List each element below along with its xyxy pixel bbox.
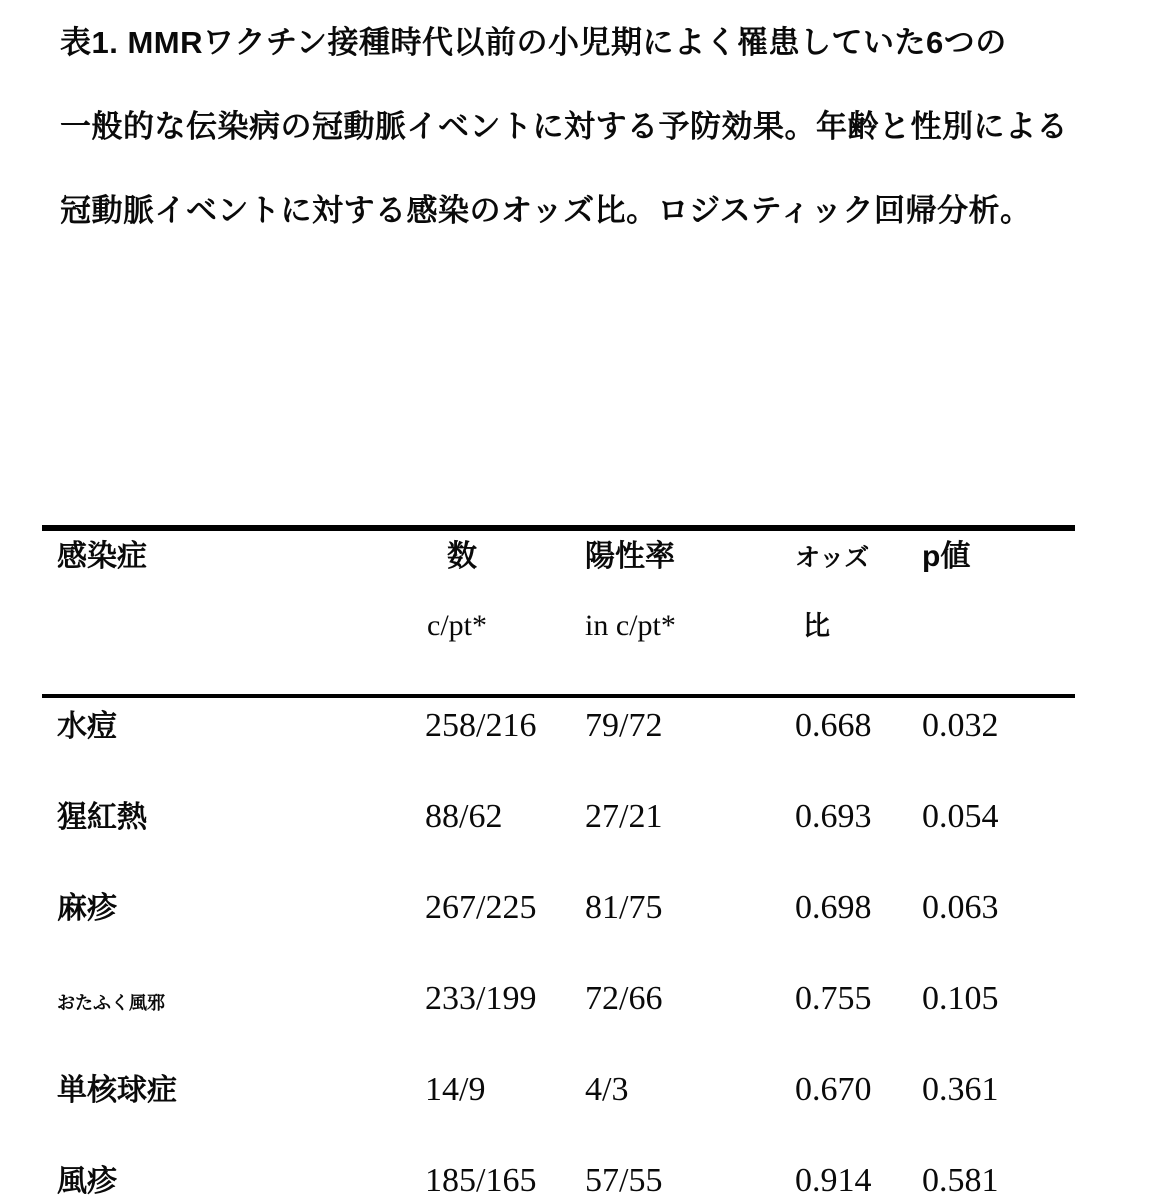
cell-count: 267/225 [425,889,537,926]
cell-odds-ratio: 0.668 [795,707,872,744]
header-disease: 感染症 [57,540,147,573]
cell-disease: 猩紅熱 [57,801,147,834]
cell-disease: 麻疹 [57,892,117,925]
header-odds: オッズ [795,544,870,572]
cell-odds-ratio: 0.755 [795,980,872,1017]
header-count-unit: c/pt* [427,608,487,642]
cell-p-value: 0.581 [922,1162,999,1199]
cell-odds-ratio: 0.914 [795,1162,872,1199]
table-body [42,698,1075,1200]
header-p-value: p値 [922,540,971,573]
cell-positive-rate: 72/66 [585,980,663,1017]
header-positive-rate-unit: in c/pt* [585,608,676,642]
table-row [42,1153,1075,1200]
caption-line-2: 一般的な伝染病の冠動脈イベントに対する予防効果。年齢と性別による [60,109,1068,144]
table-row [42,880,1075,971]
cell-count: 185/165 [425,1162,537,1199]
cell-p-value: 0.063 [922,889,999,926]
cell-disease: 水痘 [57,710,117,743]
table-caption [60,1,1110,253]
table-row [42,789,1075,880]
cell-positive-rate: 4/3 [585,1071,629,1108]
cell-positive-rate: 79/72 [585,707,663,744]
cell-p-value: 0.054 [922,798,999,835]
table-row [42,1062,1075,1153]
cell-count: 88/62 [425,798,503,835]
cell-p-value: 0.032 [922,707,999,744]
cell-odds-ratio: 0.670 [795,1071,872,1108]
header-row-1 [42,531,1075,575]
header-row-2 [42,609,1075,644]
cell-odds-ratio: 0.693 [795,798,872,835]
cell-positive-rate: 27/21 [585,798,663,835]
cell-count: 258/216 [425,707,537,744]
caption-line-3: 冠動脈イベントに対する感染のオッズ比。ロジスティック回帰分析。 [60,193,1032,228]
cell-disease: 風疹 [57,1165,117,1198]
table-header [42,531,1075,694]
caption-line-1: 表1. MMRワクチン接種時代以前の小児期によく罹患していた6つの [60,25,1007,60]
header-count: 数 [447,540,477,573]
cell-odds-ratio: 0.698 [795,889,872,926]
table-row [42,698,1075,789]
cell-count: 14/9 [425,1071,486,1108]
header-positive-rate: 陽性率 [585,540,675,573]
table-row [42,971,1075,1062]
cell-disease: おたふく風邪 [57,993,165,1013]
cell-positive-rate: 57/55 [585,1162,663,1199]
header-odds-ratio: 比 [803,610,830,641]
results-table [42,525,1075,1200]
cell-disease: 単核球症 [57,1074,177,1107]
cell-positive-rate: 81/75 [585,889,663,926]
cell-count: 233/199 [425,980,537,1017]
cell-p-value: 0.361 [922,1071,999,1108]
cell-p-value: 0.105 [922,980,999,1017]
